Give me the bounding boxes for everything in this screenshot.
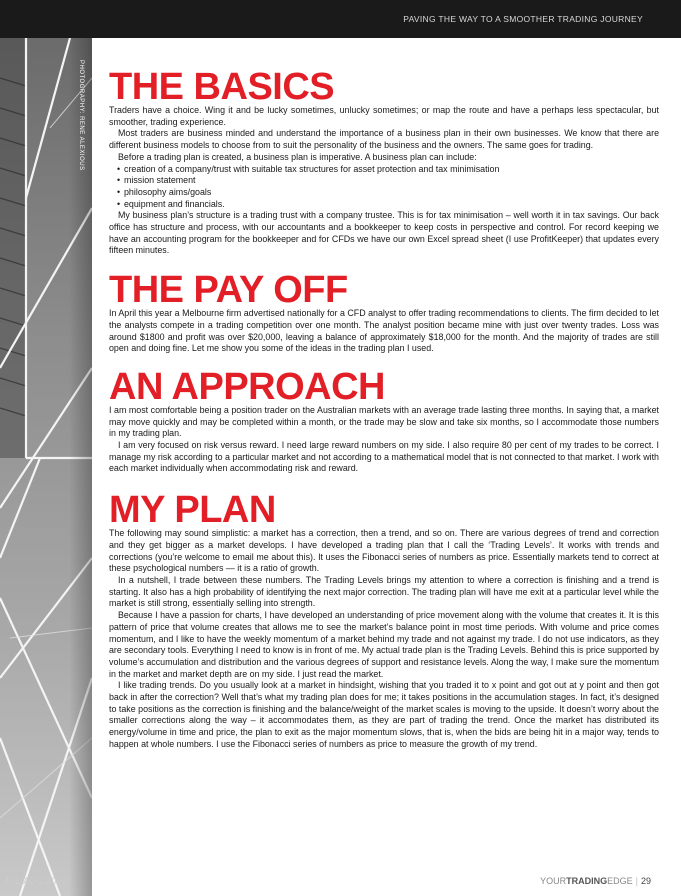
brand-suffix: EDGE bbox=[607, 876, 633, 886]
bullet-icon: • bbox=[117, 186, 121, 197]
page-footer bbox=[540, 876, 651, 886]
section-an-approach bbox=[109, 365, 659, 475]
brand-prefix: YOUR bbox=[540, 876, 567, 886]
paragraph: The following may sound simplistic: a market has a correction, then a trend, and so on. There are various degrees of trend and correction and they get bigger as a market develops. I have developed a trading plan that I call the ‘Trading Levels’. It works with trends and corrections (you’re welcome to email me about this). It uses the Fibonacci series of numbers as price. Essentially markets tend to correct at these psychological numbers — it is a ratio of growth. bbox=[109, 528, 659, 574]
footer-divider: | bbox=[635, 876, 638, 886]
paragraph: My business plan’s structure is a trading trust with a company trustee. This is for tax minimisation – well worth it in tax savings. Our back office has structure and process, with our accountants and a bookkeeper to keep costs in perspective and control. For record keeping we have an accounting program for the bookkeeper and for CFDs we have our own Excel spread sheet (I use ProfitKeeper) that updates every fifteen minutes. bbox=[109, 210, 659, 256]
list-item: • philosophy aims/goals bbox=[117, 186, 212, 197]
section-heading: MY PLAN bbox=[109, 489, 276, 532]
page-number: 29 bbox=[640, 876, 651, 886]
list-item: • creation of a company/trust with suitable tax structures for asset protection and tax minimisation bbox=[117, 163, 500, 174]
bullet-icon: • bbox=[117, 198, 121, 209]
paragraph: Most traders are business minded and understand the importance of a business plan in their own businesses. We know that there are different business models to choose from to suit the personality of the business and the owners. The same goes for trading. bbox=[109, 128, 659, 151]
running-head: PAVING THE WAY TO A SMOOTHER TRADING JOURNEY bbox=[403, 14, 643, 24]
bullet-icon: • bbox=[117, 175, 121, 186]
photo-credit: PHOTOGRAPHY: RENE ALEXIOUS bbox=[78, 60, 84, 171]
paragraph: In April this year a Melbourne firm advertised nationally for a CFD analyst to offer trading recommendations to clients. The firm decided to let the analysts compete in a trading competition over one month. The analyst position became mine with just over twenty trades. Loss was around $1800 and profit was over $20,000, leaving a balance of approximately $18,000 for the month. And the majority of trades are still open and doing fine. Let me show you some of the ideas in the trading plan I used. bbox=[109, 308, 659, 354]
list-item: • equipment and financials. bbox=[117, 198, 225, 209]
paragraph: Traders have a choice. Wing it and be lucky sometimes, unlucky sometimes; or map the route and have a perhaps less spectacular, but smoother, trading experience. bbox=[109, 105, 659, 127]
paragraph: I am very focused on risk versus reward. I need large reward numbers on my side. I also require 80 per cent of my trades to be correct. I manage my risk according to a particular market and not according to a mathematical model that is not connected to that market. I work with each market individually when accommodating risk and reward. bbox=[109, 440, 659, 474]
section-my-plan bbox=[109, 489, 659, 750]
list-item: • mission statement bbox=[117, 175, 196, 186]
section-the-basics bbox=[109, 66, 659, 257]
brand-bold: TRADING bbox=[566, 876, 608, 886]
section-the-pay-off bbox=[109, 269, 659, 355]
section-heading: THE PAY OFF bbox=[109, 269, 348, 312]
section-heading: AN APPROACH bbox=[109, 365, 385, 408]
bullet-list bbox=[109, 164, 659, 211]
issue-date: JUL/AUG 2007 bbox=[4, 876, 67, 886]
bullet-icon: • bbox=[117, 163, 121, 174]
paragraph: Because I have a passion for charts, I have developed an understanding of price movement along with the volume that creates it. It is this pattern of price that volume creates that allows me to see the market’s balance point in most time periods. With volume and price comes momentum, and I like to have the weekly momentum of a market behind my trade and not against my trade. I do not use indicators, as they are secondary tools. Everything I need to know is in front of me. My actual trade plan is the Trading Levels. Behind this is price supported by volume’s accumulation and distribution and the various degrees of support and resistance levels. Along the way, I make sure the momentum in the market and market depth are on my side. I just read the market. bbox=[109, 610, 659, 679]
top-header-band bbox=[0, 0, 681, 38]
article-body bbox=[109, 66, 659, 751]
paragraph: Before a trading plan is created, a business plan is imperative. A business plan can include: bbox=[118, 151, 477, 162]
paragraph: In a nutshell, I trade between these numbers. The Trading Levels brings my attention to where a correction is finishing and a trend is starting. It also has a high probability of identifying the next major correction. The trading plan will have me exit at a particular level while the market is still strong, essentially selling into strength. bbox=[109, 574, 659, 609]
paragraph: I am most comfortable being a position trader on the Australian markets with an average trade lasting three months. In saying that, a market may move quickly and may be completed within a month, or the trade may be slow and take six months, so I accommodate those numbers in my trading plan. bbox=[109, 404, 659, 439]
paragraph: I like trading trends. Do you usually look at a market in hindsight, wishing that you traded it to x point and got out at y point and then got back in after the correction? Well that’s what my trading plan does for me; it takes positions in the accumulation stages. In fact, it’s designed to take positions as the correction is finishing and the balance/weight of the market scales is moving to the upside. It doesn’t worry about the smaller corrections along the way – it accommodates them, as they are part of trading the trend. Once the market has distributed its energy/volume in time and price, the plan to exit as the major momentum slows, that is, when the bids are being hit in a major way, tends to happen at whole numbers. I use the Fibonacci series of numbers as price to measure the growth of my trend. bbox=[109, 680, 659, 749]
section-heading: THE BASICS bbox=[109, 66, 335, 108]
